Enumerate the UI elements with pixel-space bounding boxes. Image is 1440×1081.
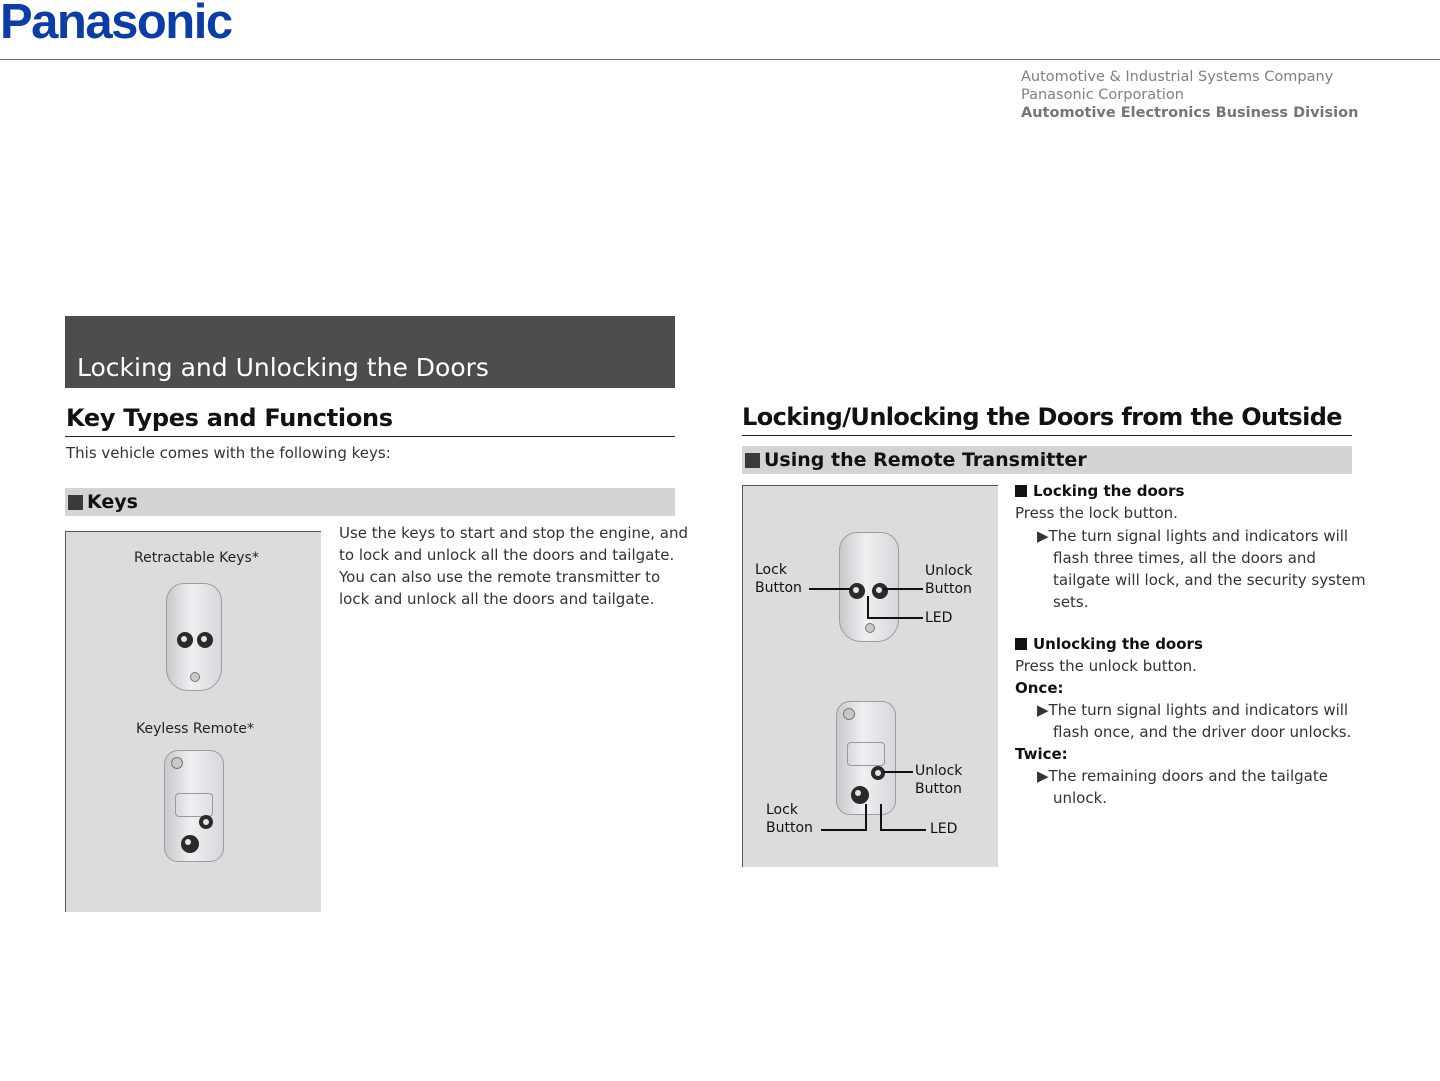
result-line: flash three times, all the doors and xyxy=(1053,549,1316,567)
keypad-panel xyxy=(847,742,885,766)
unlocking-title xyxy=(1015,633,1415,655)
heading-rule xyxy=(65,436,675,437)
company-info xyxy=(1021,68,1358,122)
result-line: ▶The turn signal lights and indicators will xyxy=(1037,527,1349,545)
outside-heading: Locking/Unlocking the Doors from the Outside xyxy=(742,403,1342,431)
company-line-3: Automotive Electronics Business Division xyxy=(1021,105,1359,121)
remote-unlock-button-label xyxy=(915,762,962,798)
lock-button-icon xyxy=(177,632,193,648)
company-line-1: Automotive & Industrial Systems Company xyxy=(1021,69,1334,85)
led-icon xyxy=(865,623,875,633)
label-line: Button xyxy=(915,781,962,797)
keyless-remote-fob xyxy=(836,701,896,815)
locking-instruction: Press the lock button. xyxy=(1015,504,1178,522)
remote-led-icon xyxy=(843,708,855,720)
leader-line xyxy=(809,588,851,590)
panasonic-logo: Panasonic xyxy=(0,0,232,49)
result-line: sets. xyxy=(1053,593,1089,611)
remote-lock-button-label xyxy=(766,801,813,837)
keypad-panel xyxy=(175,793,213,817)
led-icon xyxy=(190,672,200,682)
lock-button-icon xyxy=(849,583,865,599)
keys-description-line: Use the keys to start and stop the engine, and xyxy=(339,524,688,542)
keys-description-line: You can also use the remote transmitter to xyxy=(339,568,661,586)
result-line: ▶The turn signal lights and indicators will xyxy=(1037,701,1349,719)
subheading-marker xyxy=(745,453,760,468)
remote-lock-button-icon xyxy=(181,835,199,853)
bullet-square-icon xyxy=(1015,485,1027,497)
keys-description-line: to lock and unlock all the doors and tailgate. xyxy=(339,546,675,564)
lock-button-label xyxy=(755,561,802,597)
unlock-button-icon xyxy=(197,632,213,648)
unlocking-instruction: Press the unlock button. xyxy=(1015,657,1197,675)
once-label: Once: xyxy=(1015,679,1064,697)
twice-label: Twice: xyxy=(1015,745,1068,763)
locking-title xyxy=(1015,480,1415,502)
result-line: tailgate will lock, and the security system xyxy=(1053,571,1366,589)
remote-subheading-bar xyxy=(742,446,1352,474)
unlock-button-label xyxy=(925,562,972,598)
outside-heading-rule xyxy=(742,435,1352,436)
remote-figure xyxy=(742,485,998,867)
locking-result xyxy=(1037,525,1415,613)
leader-line xyxy=(865,804,867,831)
locking-title-text: Locking the doors xyxy=(1033,482,1185,500)
leader-line xyxy=(883,771,913,773)
keyless-remote-caption: Keyless Remote* xyxy=(136,721,254,737)
label-line: Unlock xyxy=(915,763,963,779)
locking-section xyxy=(1015,480,1415,613)
leader-line xyxy=(880,804,882,831)
label-line: Unlock xyxy=(925,563,973,579)
unlocking-title-text: Unlocking the doors xyxy=(1033,635,1203,653)
key-types-heading: Key Types and Functions xyxy=(66,404,393,432)
keyless-remote-fob xyxy=(164,750,224,862)
label-line: Lock xyxy=(755,562,787,578)
subheading-marker xyxy=(68,495,83,510)
retractable-keys-caption: Retractable Keys* xyxy=(134,550,259,566)
result-line: ▶The remaining doors and the tailgate xyxy=(1037,767,1328,785)
section-title: Locking and Unlocking the Doors xyxy=(77,353,489,382)
header-divider xyxy=(0,59,1440,60)
leader-line xyxy=(880,829,926,831)
label-line: Button xyxy=(925,581,972,597)
keys-subheading-bar xyxy=(65,488,675,516)
keys-description xyxy=(339,522,688,610)
retractable-key-fob xyxy=(166,583,222,691)
unlocking-section xyxy=(1015,633,1415,809)
led-label: LED xyxy=(925,610,953,626)
company-line-2: Panasonic Corporation xyxy=(1021,87,1184,103)
remote-led-label: LED xyxy=(930,821,958,837)
intro-text: This vehicle comes with the following keys: xyxy=(66,444,391,462)
remote-subheading: Using the Remote Transmitter xyxy=(764,449,1087,471)
leader-line xyxy=(867,596,869,618)
twice-result xyxy=(1037,765,1415,809)
label-line: Button xyxy=(755,580,802,596)
label-line: Lock xyxy=(766,802,798,818)
remote-led-icon xyxy=(171,757,183,769)
result-line: unlock. xyxy=(1053,789,1108,807)
leader-line xyxy=(867,617,923,619)
remote-unlock-button-icon xyxy=(871,766,885,780)
section-banner xyxy=(65,316,675,388)
unlock-button-icon xyxy=(872,583,888,599)
once-result xyxy=(1037,699,1415,743)
keys-subheading: Keys xyxy=(87,491,138,513)
bullet-square-icon xyxy=(1015,638,1027,650)
keys-figure xyxy=(65,531,321,912)
remote-unlock-button-icon xyxy=(199,815,213,829)
result-line: flash once, and the driver door unlocks. xyxy=(1053,723,1352,741)
retractable-key-fob xyxy=(839,532,899,642)
leader-line xyxy=(821,829,867,831)
leader-line xyxy=(883,588,923,590)
keys-description-line: lock and unlock all the doors and tailgate. xyxy=(339,590,655,608)
label-line: Button xyxy=(766,820,813,836)
remote-lock-button-icon xyxy=(851,786,869,804)
